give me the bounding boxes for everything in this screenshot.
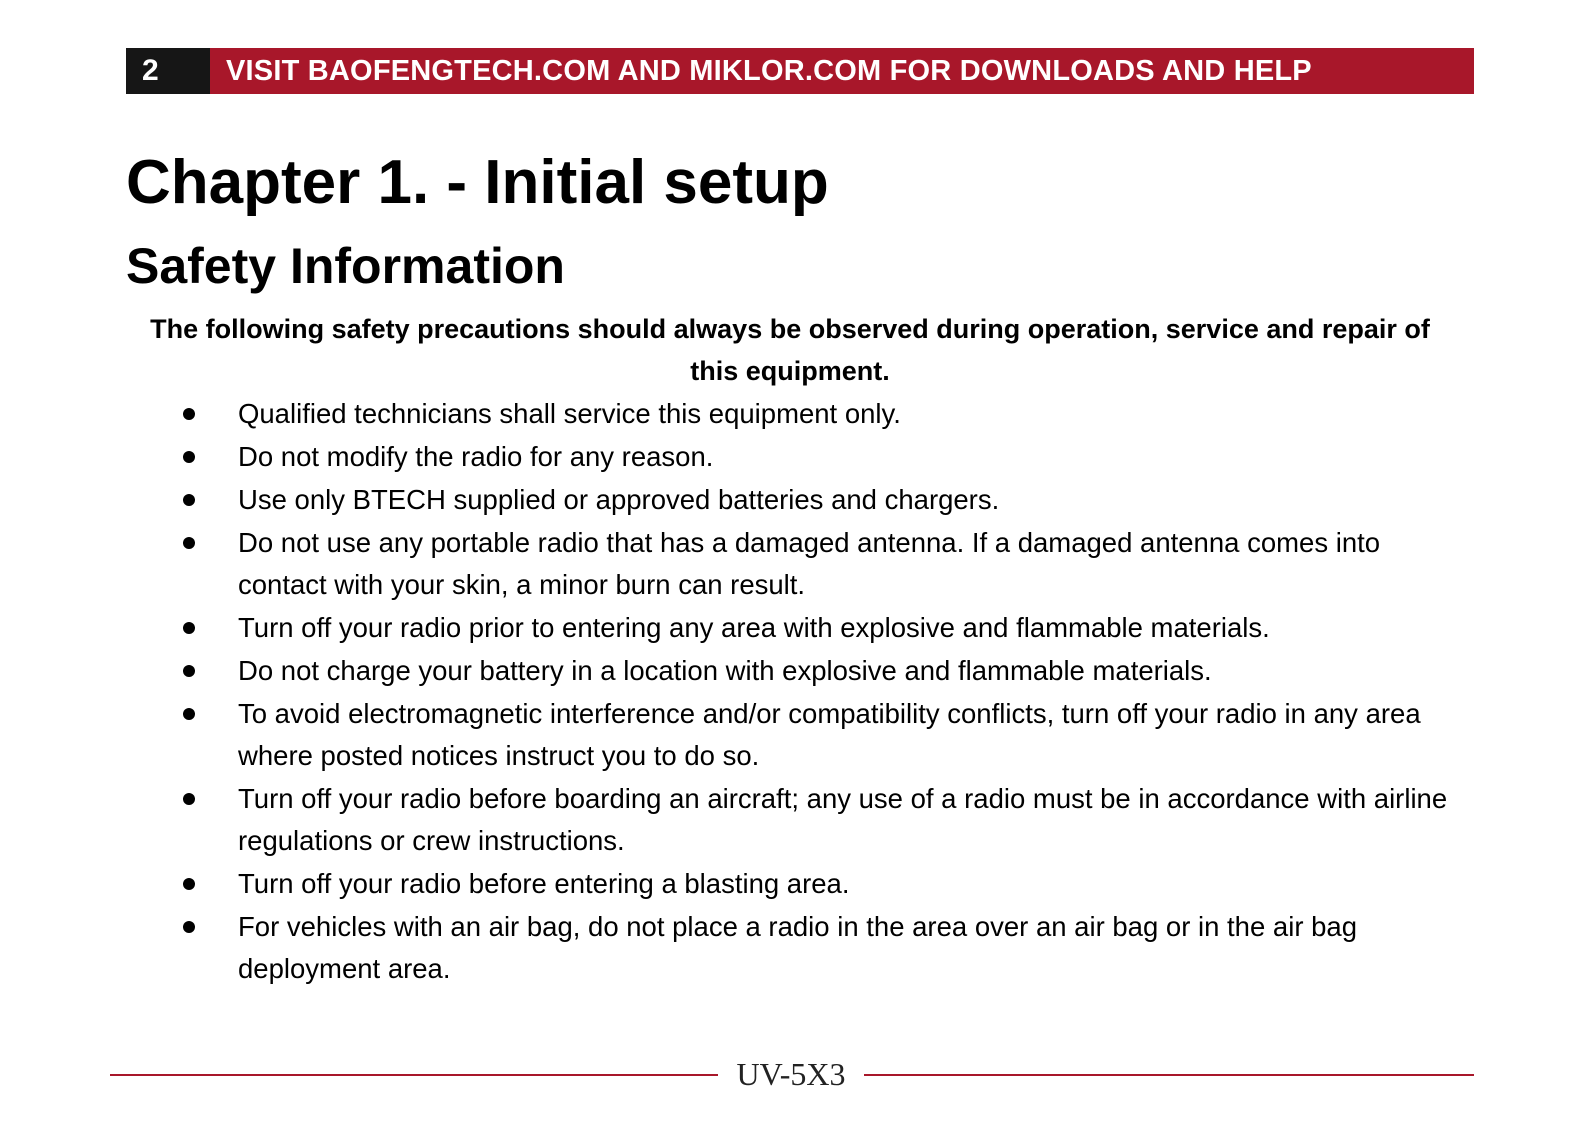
bullet-icon — [183, 665, 195, 677]
list-item-text: Turn off your radio before entering a blasting area. — [238, 868, 850, 899]
bullet-icon — [183, 708, 195, 720]
safety-intro: The following safety precautions should always be observed during operation, service and repair of this equipment. — [150, 314, 1430, 386]
header-banner-text: VISIT BAOFENGTECH.COM AND MIKLOR.COM FOR DOWNLOADS AND HELP — [226, 54, 1312, 87]
list-item — [178, 436, 1472, 478]
bullet-icon — [183, 622, 195, 634]
bullet-icon — [183, 921, 195, 933]
bullet-icon — [183, 793, 195, 805]
chapter-title: Chapter 1. - Initial setup — [126, 148, 829, 217]
bullet-icon — [183, 494, 195, 506]
list-item-text: Do not use any portable radio that has a damaged antenna. If a damaged antenna comes into contact with your skin, a minor burn can result. — [238, 527, 1381, 600]
list-item-text: Turn off your radio prior to entering any area with explosive and flammable materials. — [238, 612, 1270, 643]
list-item-text: Use only BTECH supplied or approved batteries and chargers. — [238, 484, 1000, 515]
safety-list — [178, 393, 1472, 991]
section-title: Safety Information — [126, 238, 565, 294]
list-item — [178, 522, 1472, 606]
footer-divider-left — [110, 1074, 718, 1076]
page-header — [126, 48, 1474, 94]
list-item — [178, 693, 1472, 777]
list-item-text: Qualified technicians shall service this equipment only. — [238, 398, 901, 429]
list-item — [178, 650, 1472, 692]
list-item-text: To avoid electromagnetic interference and/or compatibility conflicts, turn off your radio in any area where posted notices instruct you to do so. — [238, 698, 1421, 771]
bullet-icon — [183, 451, 195, 463]
bullet-icon — [183, 878, 195, 890]
list-item — [178, 393, 1472, 435]
bullet-icon — [183, 408, 195, 420]
list-item-text: Do not charge your battery in a location with explosive and flammable materials. — [238, 655, 1212, 686]
list-item — [178, 863, 1472, 905]
footer-model-name: UV-5X3 — [736, 1056, 846, 1092]
list-item-text: For vehicles with an air bag, do not place a radio in the area over an air bag or in the air bag deployment area. — [238, 911, 1358, 984]
list-item — [178, 607, 1472, 649]
bullet-icon — [183, 537, 195, 549]
list-item-text: Turn off your radio before boarding an aircraft; any use of a radio must be in accordance with airline regulations or crew instructions. — [238, 783, 1448, 856]
list-item-text: Do not modify the radio for any reason. — [238, 441, 714, 472]
list-item — [178, 778, 1472, 862]
footer-divider-right — [864, 1074, 1474, 1076]
page-number: 2 — [126, 48, 210, 94]
list-item — [178, 906, 1472, 990]
list-item — [178, 479, 1472, 521]
